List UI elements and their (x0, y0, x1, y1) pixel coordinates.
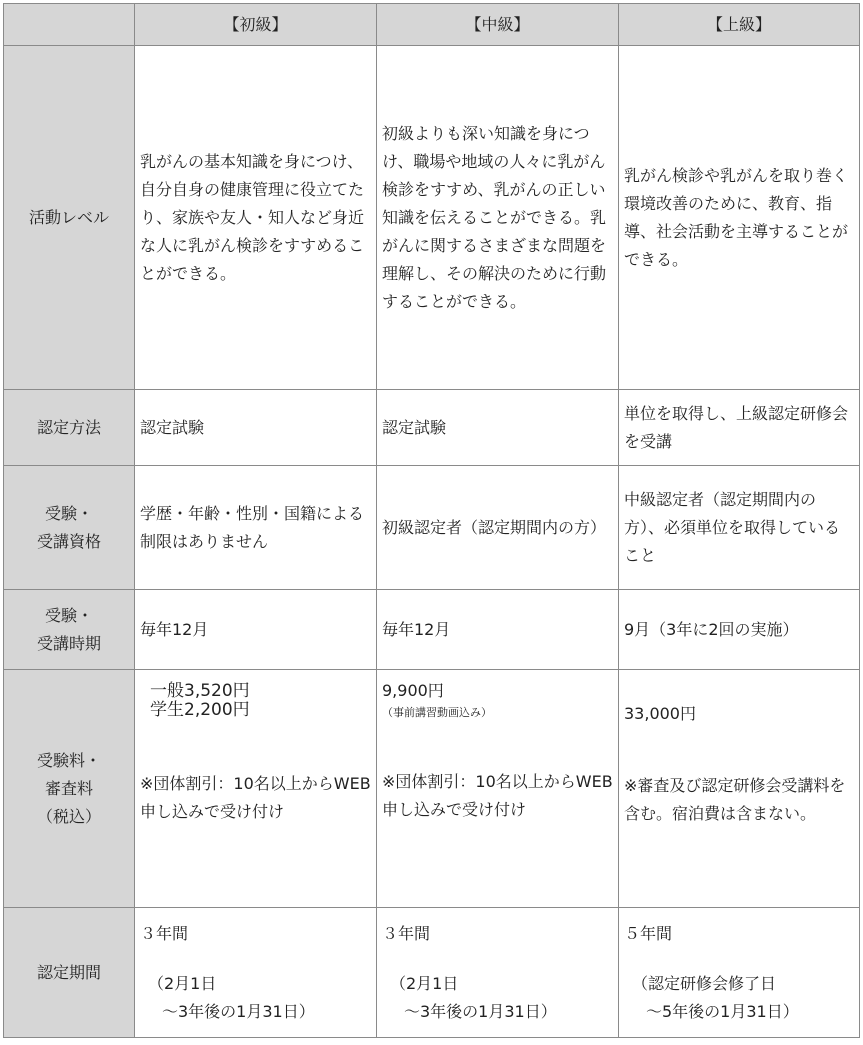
timing-beginner: 毎年12月 (135, 590, 377, 670)
period-beginner-years: ３年間 (140, 923, 189, 943)
fee-beginner (135, 670, 377, 908)
method-beginner: 認定試験 (135, 390, 377, 466)
fee-advanced-price: 33,000円 (624, 704, 696, 723)
eligibility-label-line1: 受験・ (44, 503, 93, 523)
eligibility-advanced: 中級認定者（認定期間内の方）、必須単位を取得していること (619, 466, 860, 590)
period-intermediate-to: ～3年後の1月31日） (404, 1001, 557, 1021)
activity-advanced: 乳がん検診や乳がんを取り巻く環境改善のために、教育、指導、社会活動を主導することができる。 (619, 46, 860, 390)
header-row (4, 4, 860, 46)
header-intermediate: 【中級】 (377, 4, 619, 46)
period-advanced (619, 908, 860, 1038)
period-advanced-years: ５年間 (624, 923, 673, 943)
period-beginner (135, 908, 377, 1038)
timing-label-line2: 受講時期 (36, 633, 101, 653)
eligibility-label-line2: 受講資格 (36, 531, 101, 551)
period-intermediate-spacer (382, 948, 613, 970)
period-intermediate (377, 908, 619, 1038)
fee-beginner-spacer (140, 720, 371, 770)
eligibility-row (4, 466, 860, 590)
eligibility-intermediate: 初級認定者（認定期間内の方） (377, 466, 619, 590)
fee-intermediate-price: 9,900円 (382, 681, 444, 700)
fee-label-line1: 受験料・ (36, 750, 101, 770)
fee-advanced-note: ※審査及び認定研修会受講料を含む。宿泊費は含まない。 (624, 776, 846, 823)
fee-label (4, 670, 135, 908)
activity-row (4, 46, 860, 390)
period-label: 認定期間 (4, 908, 135, 1038)
period-beginner-from: （2月1日 (148, 973, 217, 993)
certification-table (3, 3, 860, 1038)
method-advanced: 単位を取得し、上級認定研修会を受講 (619, 390, 860, 466)
fee-row (4, 670, 860, 908)
fee-beginner-general: 一般3,520円 (150, 681, 250, 701)
fee-intermediate-sub: （事前講習動画込み） (382, 706, 492, 719)
activity-label: 活動レベル (4, 46, 135, 390)
header-advanced: 【上級】 (619, 4, 860, 46)
fee-advanced-spacer (624, 728, 854, 772)
method-row (4, 390, 860, 466)
fee-label-line3: （税込） (36, 806, 101, 826)
period-advanced-to: ～5年後の1月31日） (646, 1001, 799, 1021)
timing-row (4, 590, 860, 670)
fee-beginner-note: ※団体割引：10名以上からWEB申し込みで受け付け (140, 774, 371, 821)
fee-intermediate-spacer (382, 722, 613, 768)
header-beginner: 【初級】 (135, 4, 377, 46)
period-row (4, 908, 860, 1038)
method-intermediate: 認定試験 (377, 390, 619, 466)
period-beginner-to: ～3年後の1月31日） (162, 1001, 315, 1021)
timing-intermediate: 毎年12月 (377, 590, 619, 670)
period-advanced-spacer (624, 948, 854, 970)
activity-intermediate: 初級よりも深い知識を身につけ、職場や地域の人々に乳がん検診をすすめ、乳がんの正しい知識を伝えることができる。乳がんに関するさまざまな問題を理解し、その解決のために行動することができる。 (377, 46, 619, 390)
method-label: 認定方法 (4, 390, 135, 466)
header-corner (4, 4, 135, 46)
period-intermediate-from: （2月1日 (390, 973, 459, 993)
fee-advanced (619, 670, 860, 908)
activity-beginner: 乳がんの基本知識を身につけ、自分自身の健康管理に役立てたり、家族や友人・知人など身近な人に乳がん検診をすすめることができる。 (135, 46, 377, 390)
period-advanced-from: （認定研修会修了日 (632, 973, 777, 993)
fee-intermediate-note: ※団体割引：10名以上からWEB申し込みで受け付け (382, 772, 613, 819)
fee-beginner-student: 学生2,200円 (150, 700, 250, 720)
fee-intermediate (377, 670, 619, 908)
period-intermediate-years: ３年間 (382, 923, 431, 943)
eligibility-label (4, 466, 135, 590)
period-beginner-spacer (140, 948, 371, 970)
timing-label-line1: 受験・ (44, 605, 93, 625)
timing-advanced: 9月（3年に2回の実施） (619, 590, 860, 670)
eligibility-beginner: 学歴・年齢・性別・国籍による制限はありません (135, 466, 377, 590)
timing-label (4, 590, 135, 670)
fee-label-line2: 審査料 (44, 778, 93, 798)
